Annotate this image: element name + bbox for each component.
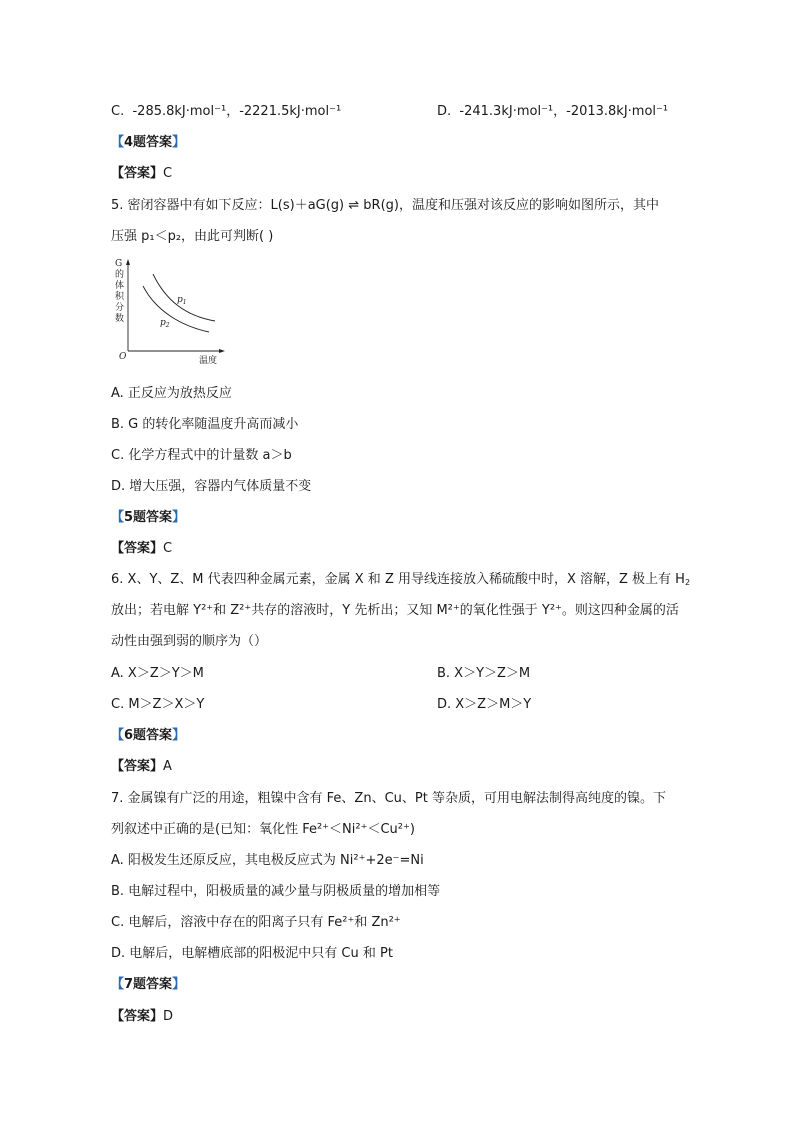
q4-option-d: D. -241.3kJ·mol⁻¹，-2013.8kJ·mol⁻¹ bbox=[437, 104, 669, 119]
y-axis-char: 体 bbox=[115, 281, 125, 291]
q6-option-d: D. X＞Z＞M＞Y bbox=[437, 697, 532, 712]
q5-stem-line1: 5. 密闭容器中有如下反应：L(s)＋aG(g) ⇌ bR(g)，温度和压强对该反应的影响如图所示，其中 bbox=[111, 198, 659, 213]
curve-p2-label: $p_2$ bbox=[160, 318, 170, 329]
origin-label: O bbox=[119, 352, 127, 362]
y-axis-char: G bbox=[115, 259, 123, 269]
q5-option-b: B. G 的转化率随温度升高而减小 bbox=[111, 417, 299, 432]
q4-answer: 【答案】C bbox=[111, 166, 173, 181]
q7-stem-line1: 7. 金属镍有广泛的用途，粗镍中含有 Fe、Zn、Cu、Pt 等杂质，可用电解法制得高纯度的镍。下 bbox=[111, 791, 666, 806]
q4-option-c: C. -285.8kJ·mol⁻¹，-2221.5kJ·mol⁻¹ bbox=[111, 104, 342, 119]
curve-p1-label: $p_1$ bbox=[177, 295, 187, 306]
q6-stem-line3: 动性由强到弱的顺序为（） bbox=[111, 634, 268, 649]
y-axis-char: 分 bbox=[115, 303, 125, 313]
q5-option-c: C. 化学方程式中的计量数 a＞b bbox=[111, 448, 292, 463]
q6-stem-line1: 6. X、Y、Z、M 代表四种金属元素，金属 X 和 Z 用导线连接放入稀硫酸中时，X 溶解，Z 极上有 $H_2$ bbox=[111, 572, 691, 587]
x-axis-label: 温度 bbox=[199, 356, 218, 366]
q7-option-d: D. 电解后，电解槽底部的阳极泥中只有 Cu 和 Pt bbox=[111, 946, 393, 961]
y-axis-char: 的 bbox=[115, 270, 125, 280]
q7-option-c: C. 电解后，溶液中存在的阳离子只有 Fe²⁺和 Zn²⁺ bbox=[111, 915, 401, 930]
q6-option-b: B. X＞Y＞Z＞M bbox=[437, 666, 531, 681]
q6-option-a: A. X＞Z＞Y＞M bbox=[111, 666, 204, 681]
y-axis-char: 积 bbox=[115, 292, 125, 302]
q6-option-c: C. M＞Z＞X＞Y bbox=[111, 697, 205, 712]
q7-stem-line2: 列叙述中正确的是(已知：氧化性 Fe²⁺＜Ni²⁺＜Cu²⁺) bbox=[111, 822, 415, 837]
y-axis-char: 数 bbox=[115, 314, 125, 324]
q5-option-a: A. 正反应为放热反应 bbox=[111, 386, 232, 401]
curve-p1 bbox=[153, 274, 215, 321]
q4-answer-header: 【4题答案】 bbox=[111, 135, 186, 150]
q5-figure bbox=[111, 256, 231, 366]
q6-answer: 【答案】A bbox=[111, 759, 172, 774]
q5-answer-header: 【5题答案】 bbox=[111, 510, 186, 525]
y-axis-arrow bbox=[126, 259, 130, 265]
q6-stem-line2: 放出；若电解 Y²⁺和 Z²⁺共存的溶液时，Y 先析出；又知 M²⁺的氧化性强于 Y²⁺。则这四种金属的活 bbox=[111, 603, 679, 618]
q5-answer: 【答案】C bbox=[111, 541, 173, 556]
q6-answer-header: 【6题答案】 bbox=[111, 728, 186, 743]
q5-option-d: D. 增大压强，容器内气体质量不变 bbox=[111, 479, 312, 494]
x-axis-arrow bbox=[219, 349, 225, 353]
q7-answer-header: 【7题答案】 bbox=[111, 977, 186, 992]
curve-p2 bbox=[143, 286, 209, 332]
q7-option-a: A. 阳极发生还原反应，其电极反应式为 Ni²⁺+2e⁻=Ni bbox=[111, 853, 424, 868]
q5-stem-line2: 压强 p₁＜p₂，由此可判断( ) bbox=[111, 229, 274, 244]
q7-option-b: B. 电解过程中，阳极质量的减少量与阴极质量的增加相等 bbox=[111, 884, 441, 899]
q7-answer: 【答案】D bbox=[111, 1009, 174, 1024]
